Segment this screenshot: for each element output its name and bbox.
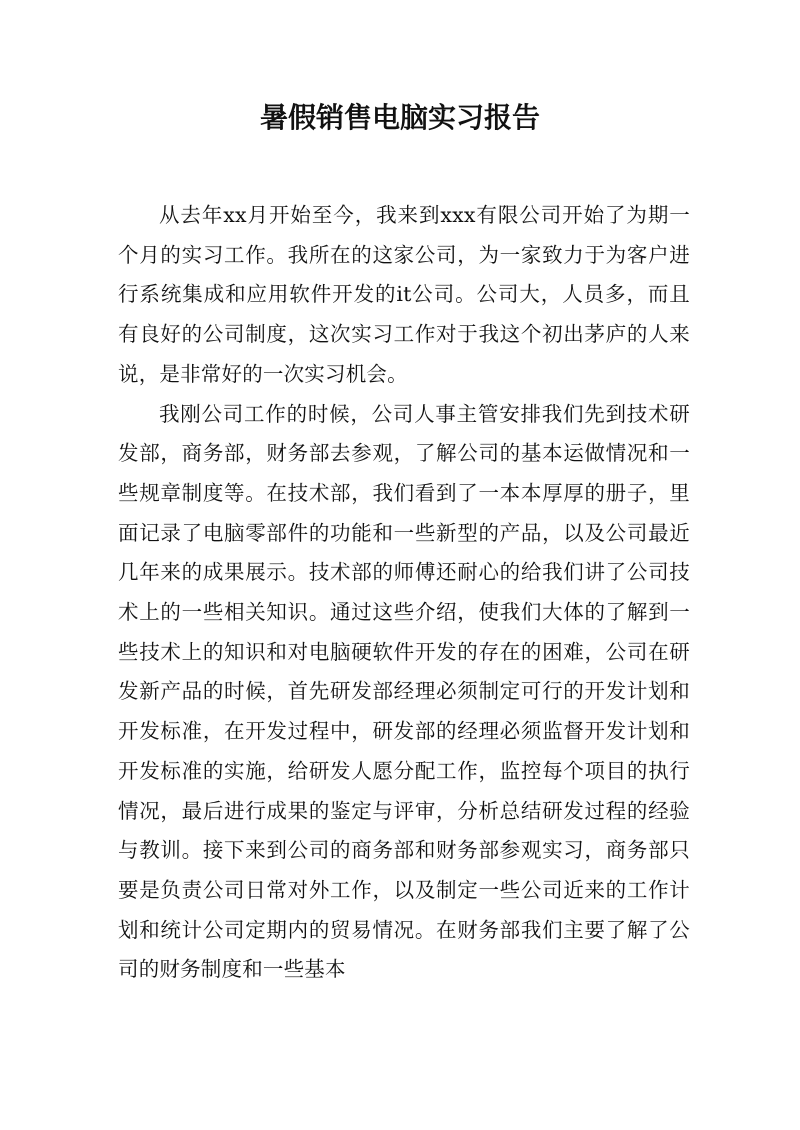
paragraph-1: 从去年xx月开始至今，我来到xxx有限公司开始了为期一个月的实习工作。我所在的这家公司，为一家致力于为客户进行系统集成和应用软件开发的it公司。公司大，人员多，而且有良好的公司制度，这次实习工作对于我这个初出茅庐的人来说，是非常好的一次实习机会。 bbox=[118, 203, 690, 386]
paragraph-2: 我刚公司工作的时候，公司人事主管安排我们先到技术研发部，商务部，财务部去参观，了解公司的基本运做情况和一些规章制度等。在技术部，我们看到了一本本厚厚的册子，里面记录了电脑零部件的功能和一些新型的产品，以及公司最近几年来的成果展示。技术部的师傅还耐心的给我们讲了公司技术上的一些相关知识。通过这些介绍，使我们大体的了解到一些技术上的知识和对电脑硬软件开发的存在的困难，公司在研发新产品的时候，首先研发部经理必须制定可行的开发计划和开发标准，在开发过程中，研发部的经理必须监督开发计划和开发标准的实施，给研发人愿分配工作，监控每个项目的执行情况，最后进行成果的鉴定与评审，分析总结研发过程的经验与教训。接下来到公司的商务部和财务部参观实习，商务部只要是负责公司日常对外工作，以及制定一些公司近来的工作计划和统计公司定期内的贸易情况。在财务部我们主要了解了公司的财务制度和一些基本 bbox=[118, 401, 690, 982]
document-body bbox=[118, 196, 690, 990]
document-title: 暑假销售电脑实习报告 bbox=[259, 101, 540, 134]
